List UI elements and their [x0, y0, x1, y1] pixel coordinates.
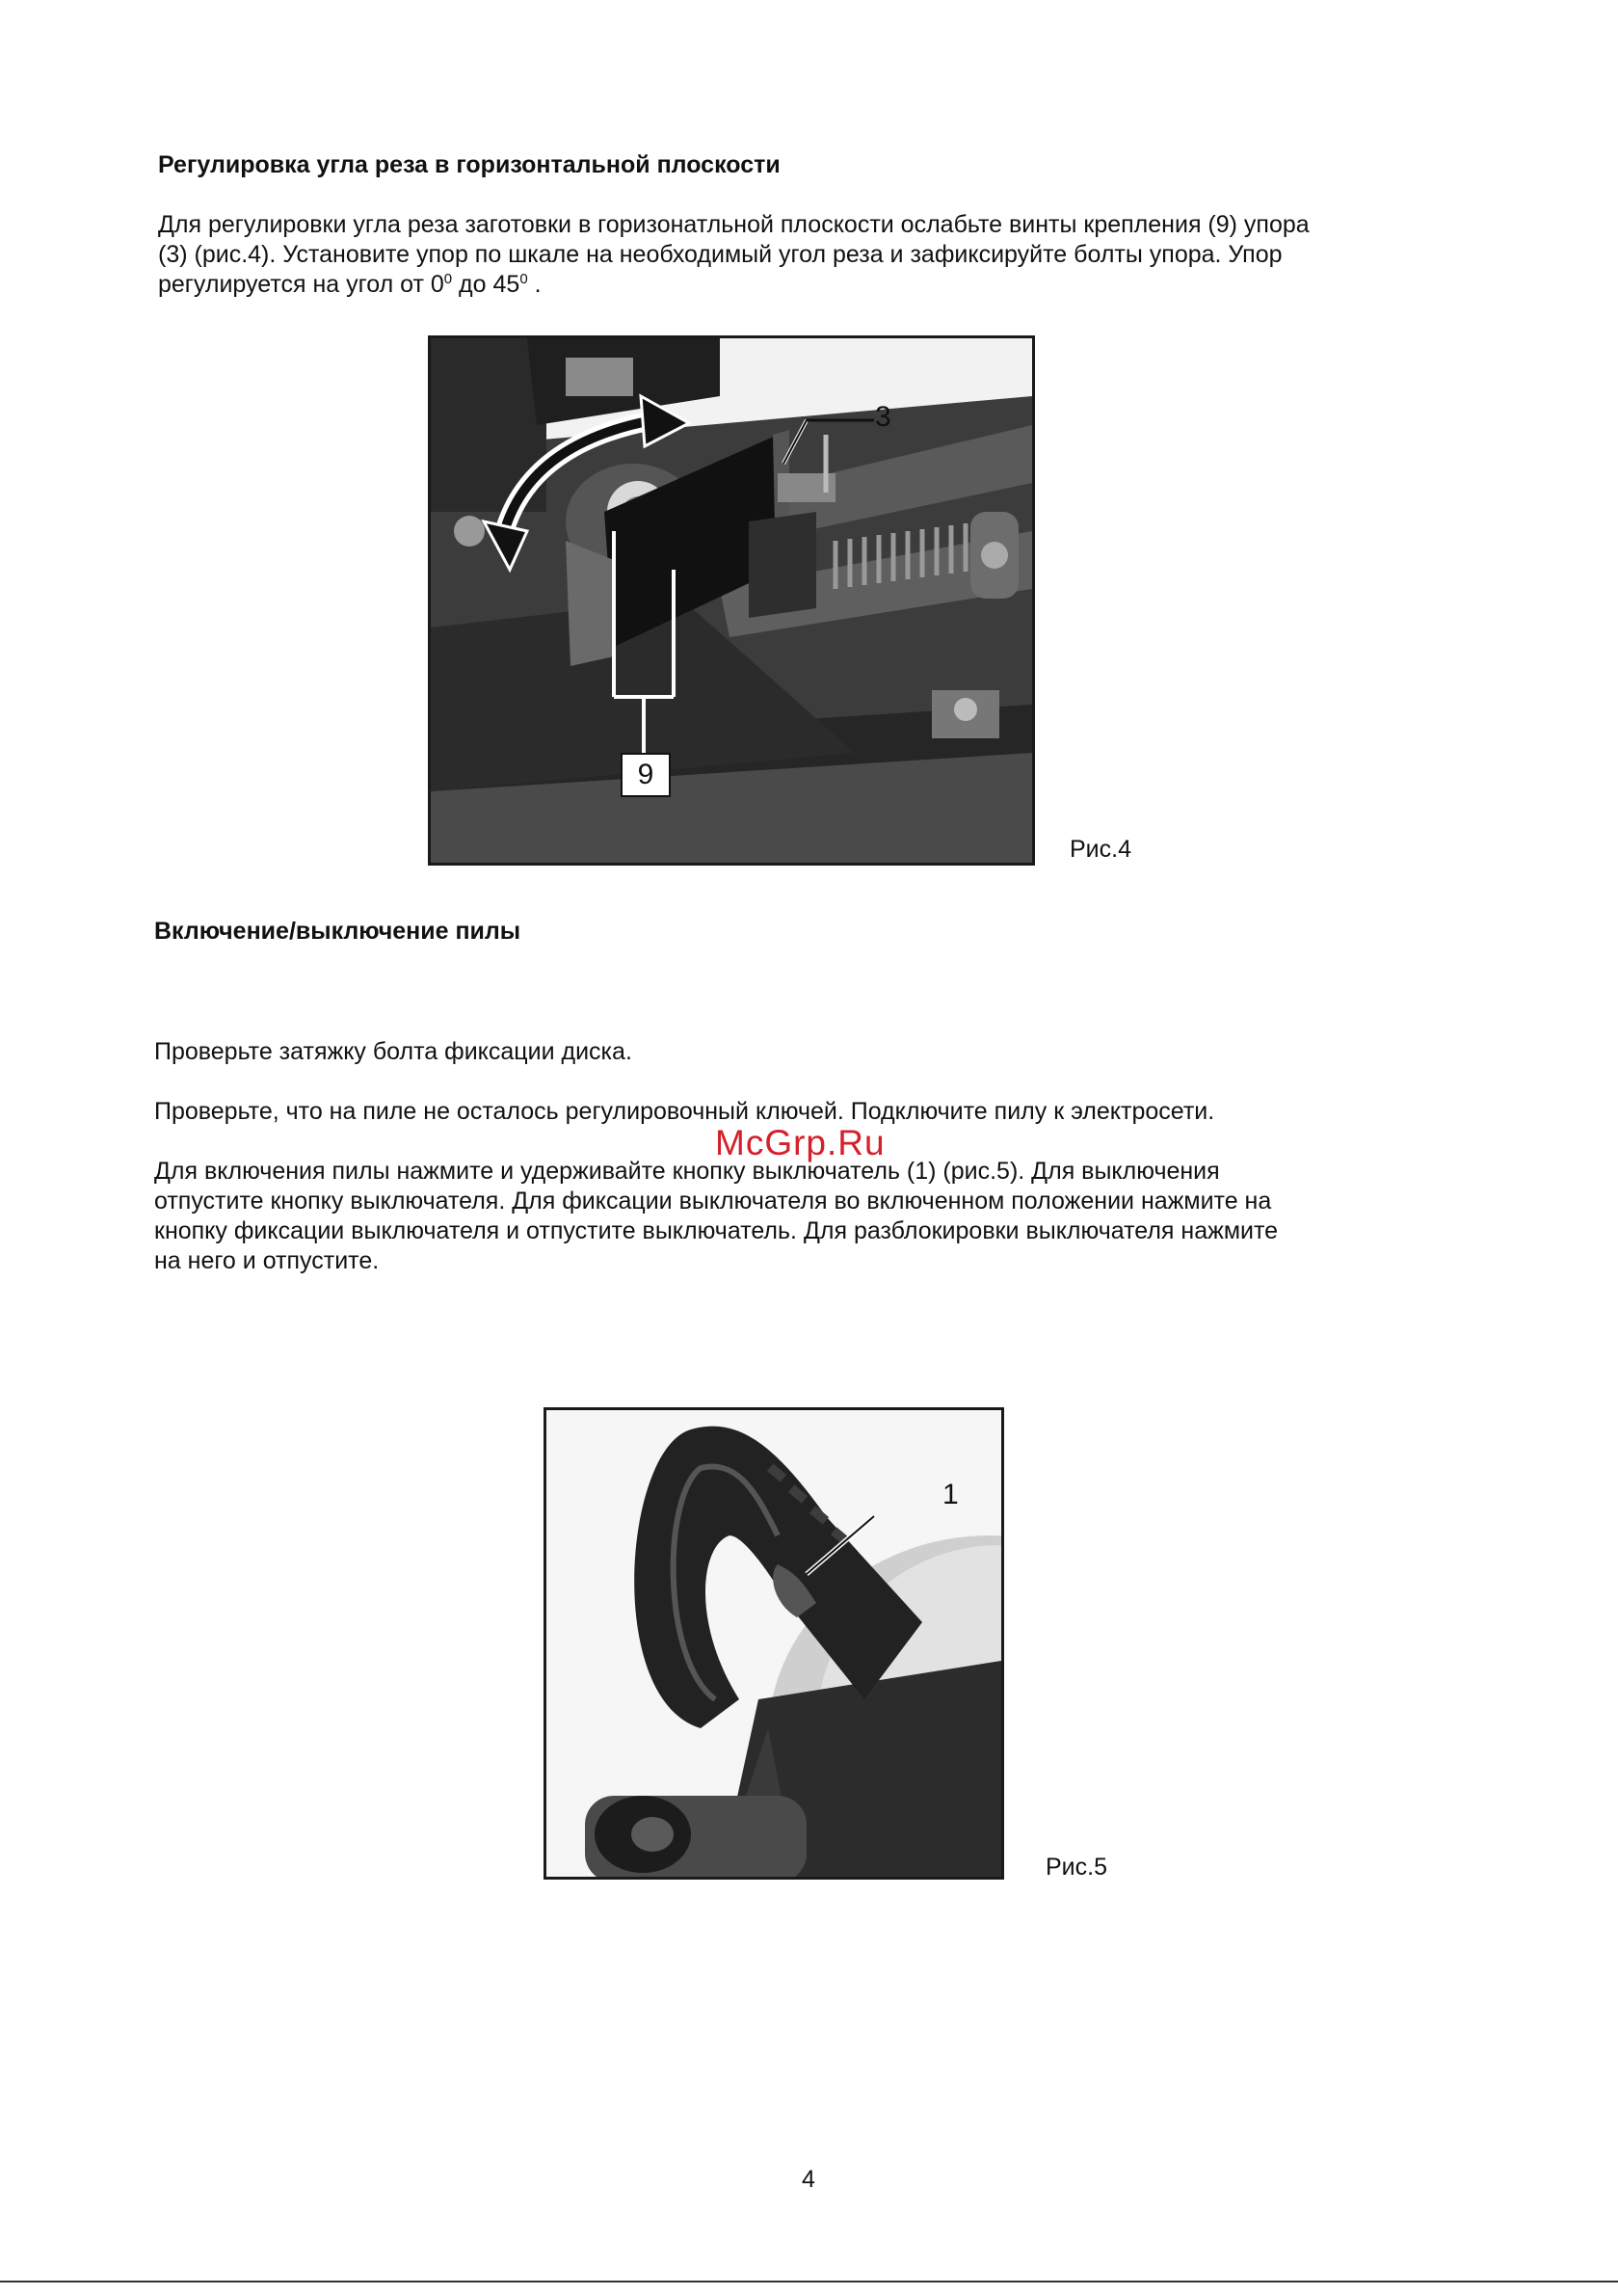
paragraph-line: кнопку фиксации выключателя и отпустите выключатель. Для разблокировки выключателя нажмите [154, 1217, 1279, 1244]
callout-3-label: 3 [875, 401, 891, 433]
degree-superscript: 0 [519, 271, 528, 287]
check-disc-bolt-paragraph: Проверьте затяжку болта фиксации диска. [154, 1038, 632, 1065]
text-run: . [527, 271, 542, 298]
callout-9-label: 9 [621, 753, 671, 797]
text-run: до 45 [452, 271, 520, 298]
fence-illustration [431, 338, 1032, 863]
callout-1-label: 1 [942, 1479, 959, 1510]
paragraph-line: Для включения пилы нажмите и удерживайте кнопку выключатель (1) (рис.5). Для выключения [154, 1158, 1220, 1185]
page-number: 4 [802, 2166, 815, 2193]
paragraph-line: Для регулировки угла реза заготовки в горизонатльной плоскости ослабьте винты крепления (9) упора [158, 211, 1310, 238]
paragraph-line: отпустите кнопку выключателя. Для фиксации выключателя во включенном положении нажмите на [154, 1188, 1272, 1215]
section-heading-power-switch: Включение/выключение пилы [154, 918, 521, 945]
handle-illustration [546, 1410, 1001, 1877]
degree-superscript: 0 [443, 271, 453, 287]
switch-instructions-paragraph [154, 1157, 1278, 1276]
figure-4-caption: Рис.4 [1070, 836, 1131, 863]
check-keys-paragraph: Проверьте, что на пиле не осталось регулировочный ключей. Подключите пилу к электросети. [154, 1098, 1215, 1125]
watermark-mcgrp: McGrp.Ru [715, 1123, 886, 1162]
paragraph-line: (3) (рис.4). Установите упор по шкале на необходимый угол реза и зафиксируйте болты упора. Упор [158, 241, 1283, 268]
bottom-divider [0, 2281, 1618, 2283]
paragraph-line [158, 270, 1310, 300]
section-heading-cut-angle: Регулировка угла реза в горизонтальной плоскости [158, 151, 781, 178]
figure-4-fence-photo [428, 335, 1035, 866]
text-run: регулируется на угол от 0 [158, 271, 444, 298]
paragraph-line: на него и отпустите. [154, 1247, 380, 1274]
cut-angle-paragraph [158, 210, 1310, 300]
figure-5-caption: Рис.5 [1046, 1854, 1107, 1881]
figure-5-handle-photo [544, 1407, 1004, 1880]
